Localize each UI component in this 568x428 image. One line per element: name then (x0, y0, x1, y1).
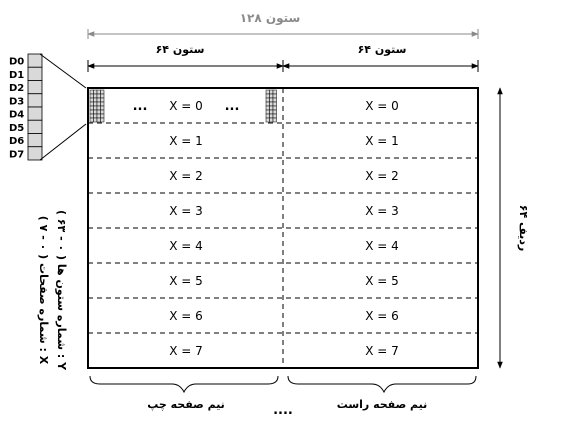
left-half-columns-label: ۶۴ ستون (155, 43, 205, 56)
bit-cell (270, 102, 274, 106)
bit-cell (97, 94, 101, 98)
bit-cell (101, 102, 105, 106)
bit-cell (266, 106, 270, 110)
left-page-label: X = 1 (169, 134, 203, 148)
right-page-label: X = 5 (365, 274, 399, 288)
left-page-label: X = 7 (169, 344, 203, 358)
bit-cell (273, 102, 277, 106)
column-ellipsis-1: ... (132, 99, 148, 114)
bit-cell (97, 102, 101, 106)
left-half-brace (90, 376, 278, 392)
left-page-label: X = 0 (169, 99, 203, 113)
bit-cell (266, 114, 270, 118)
column-ellipsis-2: ... (224, 99, 240, 114)
bit-cell (266, 110, 270, 114)
bit-box (28, 134, 42, 147)
total-columns-label: ۱۲۸ ستون (239, 11, 301, 25)
bit-cell (101, 110, 105, 114)
column-number-label: شماره ستون ها ( ۰ - ۶۳ ) : Y (55, 209, 68, 371)
bit-cell (270, 110, 274, 114)
left-page-label: X = 6 (169, 309, 203, 323)
right-page-label: X = 4 (365, 239, 399, 253)
bit-label: D6 (9, 136, 25, 147)
bit-label: D5 (9, 122, 25, 134)
first-byte-columns (90, 90, 104, 122)
bit-label: D0 (9, 56, 25, 68)
bit-cell (266, 102, 270, 106)
right-page-label: X = 1 (365, 134, 399, 148)
bit-cell (273, 90, 277, 94)
bit-cell (90, 90, 94, 94)
bit-cell (90, 118, 94, 122)
right-page-label: X = 6 (365, 309, 399, 323)
bit-box (28, 54, 42, 67)
bit-cell (270, 90, 274, 94)
right-page-label: X = 2 (365, 169, 399, 183)
page-number-label: شماره صفحات ( ۰ - ۷ ) : X (37, 215, 50, 365)
right-page-label: X = 0 (365, 99, 399, 113)
bit-cell (273, 94, 277, 98)
bit-cell (90, 114, 94, 118)
left-half-label: نیم صفحه چپ (147, 398, 225, 411)
bit-cell (97, 98, 101, 102)
right-page-label: X = 3 (365, 204, 399, 218)
right-page-label: X = 7 (365, 344, 399, 358)
bit-cell (273, 118, 277, 122)
bit-cell (94, 106, 98, 110)
bit-cell (94, 94, 98, 98)
bit-cell (90, 110, 94, 114)
bit-stack (9, 54, 42, 160)
bit-cell (90, 98, 94, 102)
bit-cell (90, 94, 94, 98)
bit-cell (266, 98, 270, 102)
bit-label: D7 (9, 149, 25, 161)
bit-box (28, 120, 42, 133)
bit-cell (94, 98, 98, 102)
right-half-label: نیم صفحه راست (336, 398, 428, 411)
bit-box (28, 107, 42, 120)
bit-cell (97, 118, 101, 122)
right-half-columns-label: ۶۴ ستون (357, 43, 407, 56)
bit-cell (266, 118, 270, 122)
bit-cell (101, 106, 105, 110)
bit-cell (266, 94, 270, 98)
bit-cell (273, 106, 277, 110)
bit-cell (94, 90, 98, 94)
bottom-ellipsis: .... (273, 403, 293, 418)
bit-cell (273, 98, 277, 102)
bit-cell (97, 110, 101, 114)
left-page-label: X = 3 (169, 204, 203, 218)
bit-box (28, 147, 42, 160)
last-byte-columns (266, 90, 277, 122)
bit-label: D3 (9, 96, 25, 108)
bit-cell (94, 110, 98, 114)
left-page-label: X = 5 (169, 274, 203, 288)
bit-cell (270, 98, 274, 102)
bit-cell (90, 102, 94, 106)
bit-label: D1 (9, 69, 25, 81)
bit-cell (90, 106, 94, 110)
bit-cell (101, 90, 105, 94)
bit-cell (101, 94, 105, 98)
bit-cell (270, 114, 274, 118)
bit-box (28, 94, 42, 107)
zoom-line-bottom (40, 124, 86, 160)
bit-label: D2 (9, 83, 25, 94)
bit-cell (270, 118, 274, 122)
bit-cell (97, 114, 101, 118)
bit-cell (101, 118, 105, 122)
bit-cell (97, 90, 101, 94)
bit-cell (270, 94, 274, 98)
zoom-line-top (40, 54, 86, 88)
bit-label: D4 (9, 109, 25, 121)
bit-box (28, 67, 42, 80)
bit-cell (94, 114, 98, 118)
left-page-label: X = 4 (169, 239, 203, 253)
bit-cell (101, 114, 105, 118)
bit-cell (273, 110, 277, 114)
bit-cell (94, 118, 98, 122)
bit-cell (97, 106, 101, 110)
bit-box (28, 81, 42, 94)
left-page-label: X = 2 (169, 169, 203, 183)
right-half-brace (288, 376, 476, 392)
bit-cell (270, 106, 274, 110)
bit-cell (101, 98, 105, 102)
bit-cell (266, 90, 270, 94)
bit-cell (273, 114, 277, 118)
bit-cell (94, 102, 98, 106)
rows-label: ۶۴ ردیف (517, 204, 530, 252)
